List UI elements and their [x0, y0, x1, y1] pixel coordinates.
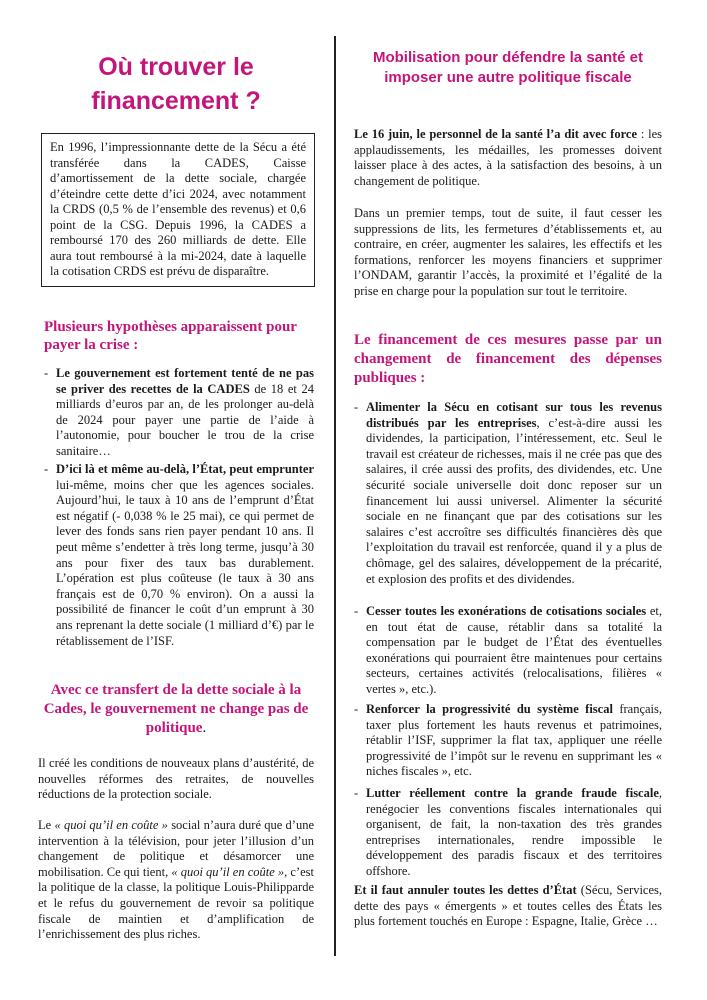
first-steps-paragraph: Dans un premier temps, tout de suite, il faut cesser les suppressions de lits, les fermetures d’établissements et, au contraire, en créer, augmenter les salaires, les effectifs et les formations, renforcer les moyens financiers et supprimer l’ONDAM, garantir l’accès, la proximité et l’égalité de la prise en charge pour la population sur tout le territoire. — [354, 206, 662, 298]
transfer-heading-dot: . — [202, 720, 207, 736]
measure-4 — [354, 786, 662, 880]
measure-2-text: et, en tout état de cause, rétablir dans sa totalité la compensation par le budget de l’État des éventuelles exonérations qui pourraient être maintenues pour certains secteurs, certaines activités (relocalisations, filières « vertes », etc.). — [366, 604, 662, 696]
measure-3-text: français, taxer plus fortement les hauts revenus et patrimoines, rétablir l’ISF, supprimer la flat tax, appliquer une réelle progressivité de l’impôt sur le revenu en supprimant les « niches fiscales », etc. — [366, 702, 663, 779]
measure-4-text: , renégocier les conventions fiscales internationales qui organisent, de fait, la non-taxation des très grandes entreprises internationales, rendre impossible le développement des paradis fiscaux et des territoires offshore. — [366, 786, 662, 878]
hypothesis-2-bold: D’ici là et même au-delà, l’État, peut emprunter — [56, 462, 314, 476]
measure-1-text: , c’est-à-dire aussi les dividendes, la participation, l’intéressement, etc. Seul le travail est créateur de richesses, mais il ne crée pas que des salaires, il crée aussi des profits, des dividendes, etc. Une sécurité sociale universelle doit donc reposer sur un financement lui aussi universel. Alimenter la sécurité sociale en ne finançant que par des cotisations sur les salaires c’est accroître ses difficultés financières dès que l’exploitation du travail est renforcée, quand il y a plus de chômage, gel des salaires, développement de la précarité, et explosion des profits et des dividendes. — [366, 415, 662, 586]
para2-c: , c’est la politique de la classe, la politique Louis-Philipparde et le refus du gouvernement de revoir sa politique fiscale de maintien et d’amplification de l’enrichissement des plus riches. — [38, 864, 315, 942]
hypothesis-1-text: de 18 et 24 milliards d’euros par an, de les prolonger au-delà de 2024 pour payer une partie de l’aide à l’autonomie, pour boucher le trou de la crise sanitaire… — [56, 381, 315, 458]
measure-3 — [354, 702, 662, 780]
para2-italic1: « quoi qu’il en coûte » — [54, 818, 168, 832]
june-16-text: : les applaudissements, les médailles, les promesses doivent laisser place à des actes, à la satisfaction des besoins, à un changement de politique. — [354, 127, 663, 188]
hypothesis-2-text: lui-même, moins cher que les agences sociales. Aujourd’hui, le taux à 10 ans de l’emprunt d’État est négatif (- 0,038 % le 25 mai), ce qui permet de lever des fonds sans rien payer pendant 10 ans. Il peut même s’endetter à très long terme, jusqu’à 30 ans pour fixer des taux bas durablement. L’opération est plus coûteuse (le taux à 30 ans français est de 0,70 % environ). On a aussi la possibilité de financer le coût d’un emprunt à 30 ans reprenant la dette sociale (1 milliard d’€) par le rétablissement de l’ISF. — [56, 477, 314, 648]
cades-info-box: En 1996, l’impressionnante dette de la Sécu a été transférée dans la CADES, Caisse d’amortissement de la dette sociale, chargée d’éteindre cette dette d’ici 2024, avec notamment la CRDS (0,5 % de l’ensemble des revenus) et 0,6 point de la CSG. Depuis 1996, la CADES a remboursé 170 des 260 milliards de dette. Elle aura tout remboursé à la mi-2024, date à laquelle la cotisation CRDS est prévu de disparaître. — [41, 133, 315, 287]
para2-italic2: « quoi qu’il en coûte » — [171, 864, 285, 879]
para2-a: Le — [38, 818, 55, 832]
transfer-heading-text: Avec ce transfert de la dette sociale à la Cades, le gouvernement ne change pas de politique — [43, 682, 309, 736]
right-title: Mobilisation pour défendre la santé et imposer une autre politique fiscale — [372, 49, 644, 86]
transfer-heading — [38, 681, 314, 738]
quoi-quil-en-coute-paragraph — [38, 818, 314, 943]
column-divider — [334, 36, 336, 956]
cancel-debts-text: (Sécu, Services, dette des pays « émergents » et toutes celles des États les plus fortement touchés en Europe : Espagne, Italie, Grèce … — [354, 883, 662, 929]
hypothesis-1 — [44, 366, 314, 460]
hypotheses-heading: Plusieurs hypothèses apparaissent pour payer la crise : — [44, 319, 297, 353]
measure-4-bold: Lutter réellement contre la grande fraude fiscale — [366, 786, 659, 800]
financing-heading: Le financement de ces mesures passe par un changement de financement des dépenses publiques : — [354, 332, 662, 386]
measure-1 — [354, 400, 662, 587]
june-16-bold: Le 16 juin, le personnel de la santé l’a dit avec force — [354, 127, 638, 141]
cancel-debts-paragraph — [354, 883, 662, 930]
left-title: Où trouver le financement ? — [91, 53, 261, 115]
cancel-debts-bold: Et il faut annuler toutes les dettes d’État — [354, 883, 577, 897]
measure-2-bold: Cesser toutes les exonérations de cotisations sociales — [366, 604, 647, 618]
hypothesis-2 — [44, 462, 314, 649]
hypothesis-1-bold: Le gouvernement est fortement tenté de ne pas se priver des recettes de la CADES — [56, 366, 314, 396]
austerity-paragraph: Il créé les conditions de nouveaux plans d’austérité, de nouvelles réformes des retraites, de nouvelles réductions de la protection sociale. — [38, 756, 314, 802]
june-16-paragraph — [354, 127, 662, 189]
measure-3-bold: Renforcer la progressivité du système fiscal — [366, 702, 613, 716]
para2-b: social n’aura duré que d’une intervention à la télévision, pour jeter l’illusion d’un changement de politique et désamorcer une mobilisation. Ce qui tient, — [38, 818, 315, 879]
measure-2 — [354, 604, 662, 698]
measure-1-bold: Alimenter la Sécu en cotisant sur tous les revenus distribués par les entreprises — [366, 400, 662, 430]
